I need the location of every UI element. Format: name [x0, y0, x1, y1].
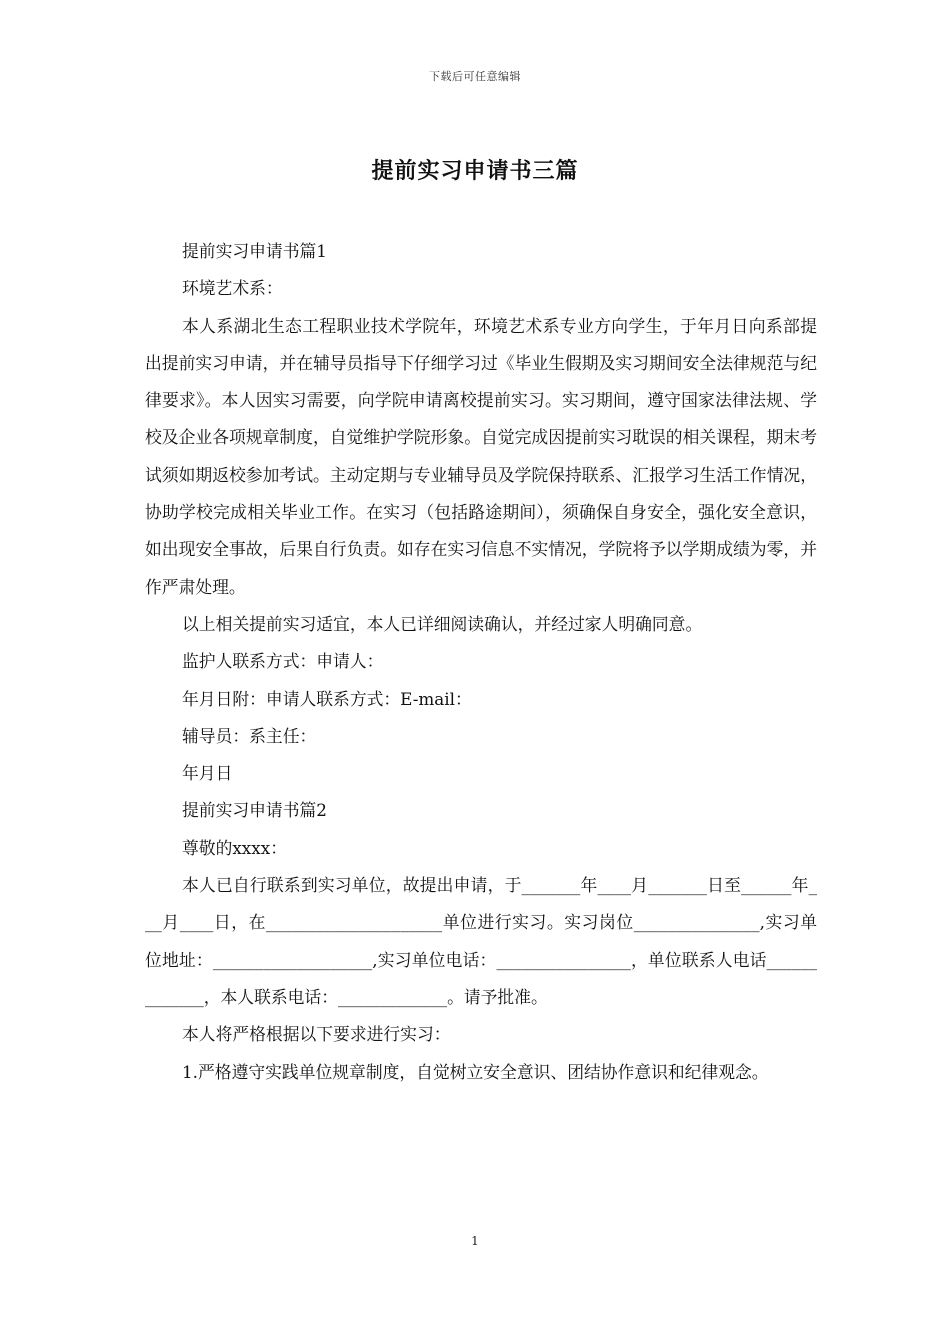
requirement-item-1: 1.严格遵守实践单位规章制度，自觉树立安全意识、团结协作意识和纪律观念。	[182, 1061, 769, 1082]
signature-line-date: 年月日	[182, 763, 233, 784]
signature-line-guardian: 监护人联系方式：申请人：	[182, 651, 384, 672]
section-heading-2: 提前实习申请书篇2	[182, 800, 327, 821]
signature-line-date-contact: 年月日附：申请人联系方式：E-mail：	[182, 688, 472, 709]
section-heading-1: 提前实习申请书篇1	[182, 241, 327, 261]
document-body	[145, 233, 817, 1091]
paragraph-application-2: 本人已自行联系到实习单位，故提出申请，于_______年____月_______日至______年___月____日，在_____________________单位进行实习。实习岗位_______________,实习单位地址：___________________,实习单位电话：________________，单位联系人电话_____________，本人联系电话：_____________。请予批准。	[145, 875, 817, 1007]
header-note: 下载后可任意编辑	[429, 70, 521, 83]
paragraph-requirements-intro: 本人将严格根据以下要求进行实习：	[182, 1024, 451, 1045]
paragraph-confirmation: 以上相关提前实习适宜，本人已详细阅读确认，并经过家人明确同意。	[182, 613, 703, 634]
salutation-1: 环境艺术系：	[182, 278, 283, 299]
document-title: 提前实习申请书三篇	[371, 158, 579, 184]
signature-line-counselor: 辅导员：系主任：	[182, 725, 317, 746]
paragraph-application-1: 本人系湖北生态工程职业技术学院年，环境艺术系专业方向学生，于年月日向系部提出提前实习申请，并在辅导员指导下仔细学习过《毕业生假期及实习期间安全法律规范与纪律要求》。本人因实习需要，向学院申请离校提前实习。实习期间，遵守国家法律法规、学校及企业各项规章制度，自觉维护学院形象。自觉完成因提前实习耽误的相关课程，期末考试须如期返校参加考试。主动定期与专业辅导员及学院保持联系、汇报学习生活工作情况，协助学校完成相关毕业工作。在实习（包括路途期间），须确保自身安全，强化安全意识，如出现安全事故，后果自行负责。如存在实习信息不实情况，学院将予以学期成绩为零，并作严肃处理。	[145, 315, 817, 597]
page-number: 1	[471, 1234, 479, 1248]
salutation-2: 尊敬的xxxx：	[182, 837, 287, 858]
